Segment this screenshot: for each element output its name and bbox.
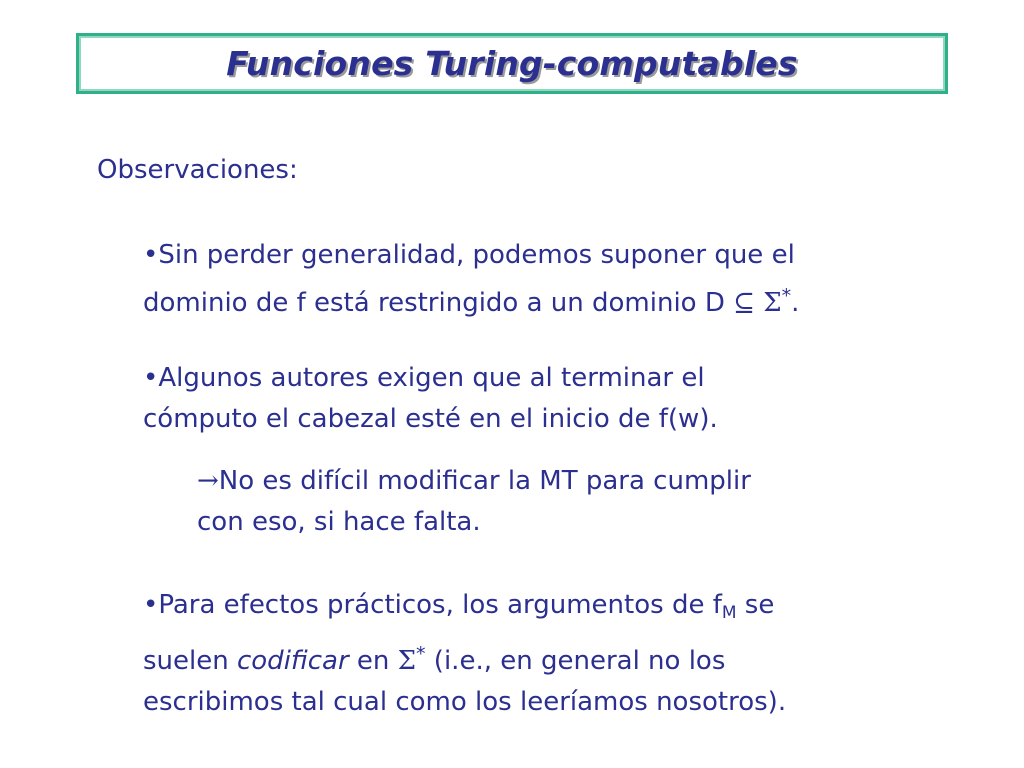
observations-heading: Observaciones: — [97, 155, 298, 185]
sub-bullet-modify — [197, 461, 751, 543]
period: . — [791, 288, 800, 318]
bullet-authors-line2: cómputo el cabezal esté en el inicio de f(w). — [143, 404, 718, 434]
bullet-generality — [143, 235, 799, 324]
bullet-encoding-text-b: se — [736, 590, 775, 620]
bullet-encoding-text-a: •Para efectos prácticos, los argumentos de f — [143, 590, 722, 620]
subscript-m: M — [721, 603, 737, 623]
bullet-encoding-emphasis: codificar — [236, 646, 349, 676]
bullet-generality-line2 — [143, 276, 799, 324]
bullet-encoding — [143, 585, 786, 723]
bullet-generality-text: dominio de f está restringido a un dominio D — [143, 288, 725, 318]
bullet-encoding-line1 — [143, 585, 786, 634]
bullet-encoding-line2 — [143, 634, 786, 682]
kleene-star-2: * — [416, 643, 426, 665]
sub-bullet-line2: con eso, si hace falta. — [197, 507, 481, 537]
bullet-encoding-en: en — [348, 646, 398, 676]
subset-sigma-symbol: ⊆ Σ — [724, 288, 782, 318]
kleene-star: * — [781, 285, 792, 307]
sub-bullet-line1 — [197, 461, 751, 502]
arrow-icon: → — [197, 466, 219, 496]
bullet-authors-line1: •Algunos autores exigen que al terminar el — [143, 363, 705, 393]
title-box — [76, 33, 948, 94]
bullet-encoding-line3: escribimos tal cual como los leeríamos nosotros). — [143, 687, 787, 717]
sigma-symbol: Σ — [397, 646, 417, 676]
bullet-generality-line1: •Sin perder generalidad, podemos suponer que el — [143, 240, 795, 270]
slide-title: Funciones Turing-computables — [226, 44, 798, 83]
sub-bullet-text: No es difícil modificar la MT para cumplir — [218, 466, 751, 496]
bullet-encoding-suelen: suelen — [143, 646, 237, 676]
bullet-authors — [143, 358, 718, 440]
bullet-encoding-text-c: (i.e., en general no los — [425, 646, 726, 676]
